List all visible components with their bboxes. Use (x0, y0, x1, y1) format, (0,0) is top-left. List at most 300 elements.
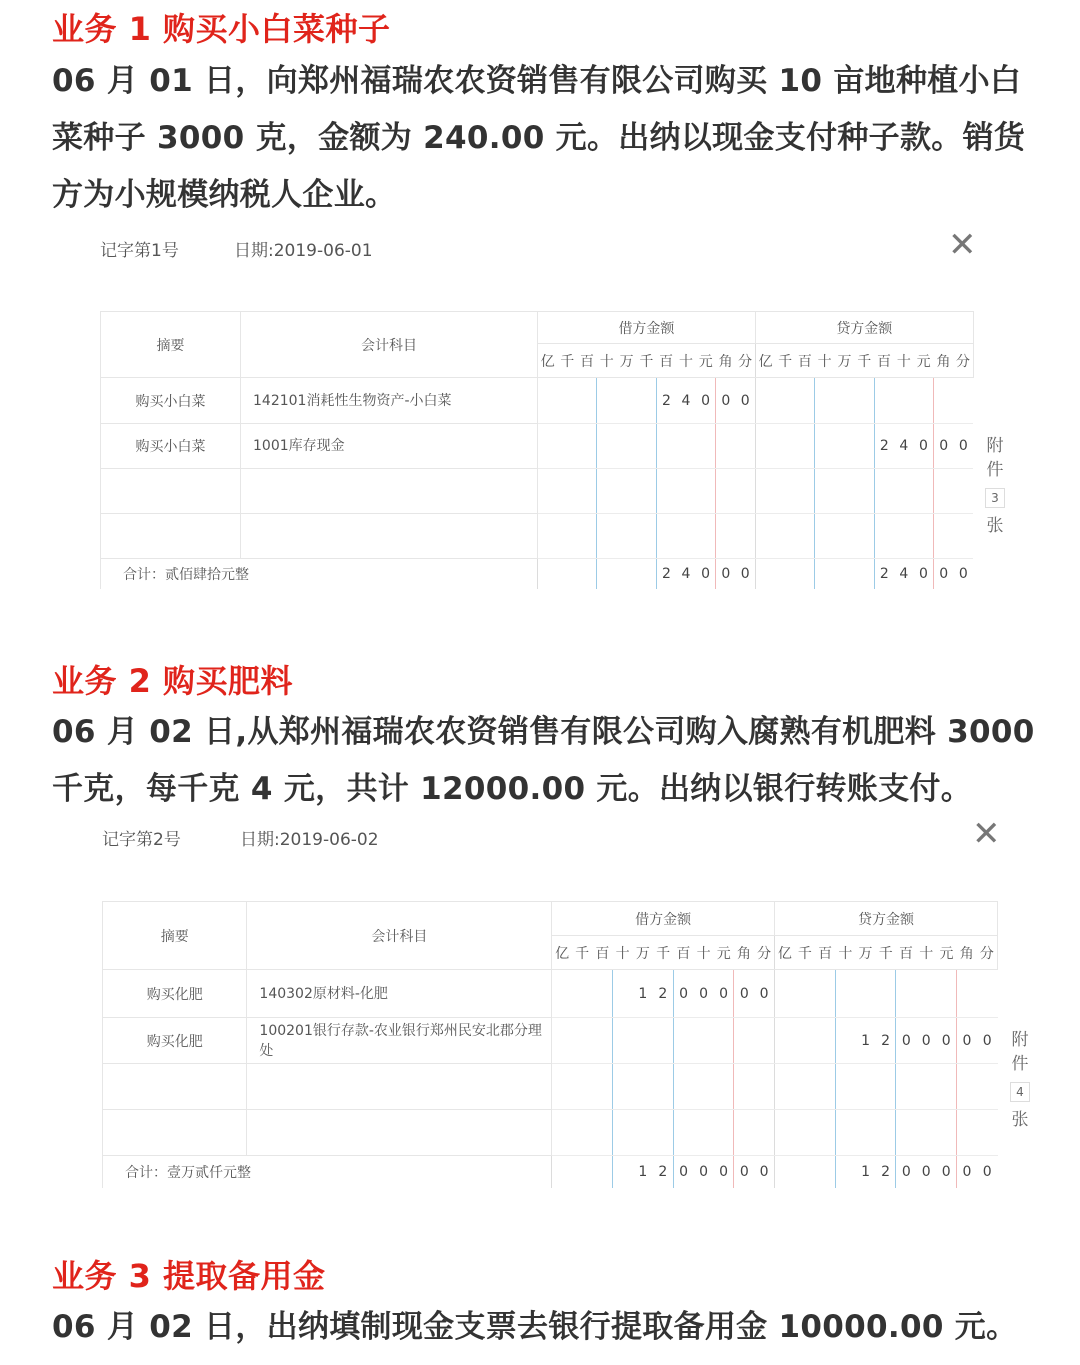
credit-digit: 0 (896, 1018, 916, 1064)
credit-digit (876, 970, 896, 1018)
total-debit-digit (617, 559, 637, 589)
debit-digit (572, 970, 592, 1018)
debit-digit (597, 378, 617, 424)
unit-header: 十 (815, 344, 835, 378)
debit-digit (734, 1018, 754, 1064)
credit-digit: 0 (936, 1018, 956, 1064)
unit-header: 千 (854, 344, 874, 378)
credit-digit (936, 970, 956, 1018)
voucher-entry-row[interactable] (103, 1110, 998, 1156)
credit-digit (815, 970, 835, 1018)
total-credit-digit: 4 (899, 565, 909, 582)
debit-digit (613, 1018, 633, 1064)
unit-header: 分 (735, 344, 755, 378)
debit-digit (656, 424, 676, 469)
debit-digit (734, 1064, 754, 1110)
credit-digit (953, 469, 973, 514)
voucher-total-label: 合计：贰佰肆拾元整 (101, 559, 538, 589)
unit-header: 亿 (775, 936, 795, 970)
debit-digit: 4 (676, 378, 696, 424)
total-credit-digit (795, 559, 815, 589)
credit-digit (953, 378, 973, 424)
unit-header: 十 (894, 344, 914, 378)
credit-digit (835, 514, 855, 559)
debit-digit (572, 1018, 592, 1064)
credit-digit (815, 1064, 835, 1110)
debit-digit (633, 1110, 653, 1156)
debit-digit (613, 970, 633, 1018)
debit-digit (597, 514, 617, 559)
total-debit-digit: 2 (656, 559, 676, 589)
total-credit-digit: 2 (874, 559, 894, 589)
credit-digit (835, 1018, 855, 1064)
unit-header: 千 (775, 344, 795, 378)
voucher-entry-row[interactable] (103, 1018, 998, 1064)
debit-digit (592, 1064, 612, 1110)
credit-digit (957, 1110, 977, 1156)
debit-digit (592, 1018, 612, 1064)
total-debit-digit (597, 559, 617, 589)
unit-header: 元 (696, 344, 716, 378)
credit-digit: 0 (977, 1018, 998, 1064)
debit-digit (636, 378, 656, 424)
total-debit-digit: 0 (740, 565, 750, 582)
credit-digit: 4 (894, 424, 914, 469)
debit-digit: 2 (656, 378, 676, 424)
credit-digit (854, 514, 874, 559)
total-credit-digit (835, 559, 855, 589)
credit-digit (795, 970, 815, 1018)
entry-summary[interactable] (101, 514, 241, 559)
credit-digit (835, 1064, 855, 1110)
debit-digit (754, 1064, 774, 1110)
debit-digit (577, 424, 597, 469)
credit-digit (755, 469, 775, 514)
total-debit-digit: 1 (638, 1163, 648, 1180)
voucher-date: 日期:2019-06-01 (234, 241, 373, 261)
unit-header: 百 (656, 344, 676, 378)
debit-digit: 0 (734, 970, 754, 1018)
debit-digit (592, 970, 612, 1018)
credit-digit (795, 514, 815, 559)
credit-digit: 0 (957, 1018, 977, 1064)
entry-account[interactable] (247, 1064, 552, 1110)
credit-digit (815, 469, 835, 514)
credit-digit (854, 378, 874, 424)
description-line: 06 月 01 日，向郑州福瑞农农资销售有限公司购买 10 亩地种植小白 (52, 63, 1022, 99)
entry-summary[interactable] (103, 1064, 247, 1110)
credit-digit (896, 1064, 916, 1110)
debit-digit (676, 469, 696, 514)
unit-header: 角 (934, 344, 954, 378)
column-account-header: 会计科目 (247, 902, 552, 970)
credit-digit (977, 1110, 998, 1156)
debit-digit (572, 1064, 592, 1110)
debit-digit (613, 1110, 633, 1156)
unit-header: 元 (914, 344, 934, 378)
description-line: 06 月 02 日，出纳填制现金支票去银行提取备用金 10000.00 元。 (52, 1309, 1018, 1345)
business-3-heading: 业务 3 提取备用金 (52, 1257, 326, 1295)
credit-digit (775, 970, 795, 1018)
credit-digit (894, 378, 914, 424)
debit-digit (552, 1064, 572, 1110)
unit-header: 万 (633, 936, 653, 970)
credit-amount-header: 贷方金额 (755, 312, 973, 344)
credit-digit (815, 424, 835, 469)
debit-digit: 2 (653, 970, 673, 1018)
close-icon[interactable]: ✕ (972, 814, 1001, 854)
debit-digit (676, 514, 696, 559)
entry-account[interactable]: 100201银行存款-农业银行郑州民安北郡分理处 (247, 1018, 552, 1064)
entry-account[interactable] (241, 514, 538, 559)
total-credit-digit: 0 (934, 559, 954, 589)
entry-account[interactable] (247, 1110, 552, 1156)
credit-digit (896, 970, 916, 1018)
debit-digit (577, 514, 597, 559)
unit-header: 百 (874, 344, 894, 378)
total-credit-digit (755, 559, 775, 589)
unit-header: 十 (835, 936, 855, 970)
total-credit-digit (775, 1156, 795, 1188)
credit-digit (876, 1110, 896, 1156)
total-debit-digit: 0 (759, 1163, 769, 1180)
debit-digit (617, 469, 637, 514)
voucher-entry-row[interactable] (103, 970, 998, 1018)
business-1-description (52, 53, 1042, 224)
credit-amount-header: 贷方金额 (775, 902, 998, 936)
total-debit-digit: 0 (699, 1163, 709, 1180)
attachment-count-input[interactable]: 4 (1010, 1082, 1030, 1102)
debit-digit (673, 1064, 693, 1110)
debit-digit: 0 (696, 378, 716, 424)
credit-digit (775, 514, 795, 559)
credit-digit (835, 970, 855, 1018)
unit-header: 十 (597, 344, 617, 378)
debit-digit (557, 469, 577, 514)
unit-header: 千 (572, 936, 592, 970)
unit-header: 万 (835, 344, 855, 378)
debit-amount-header: 借方金额 (538, 312, 756, 344)
total-credit-digit (795, 1156, 815, 1188)
attachment-label: 附 (986, 436, 1004, 456)
credit-digit (795, 1110, 815, 1156)
column-summary-header: 摘要 (101, 312, 241, 378)
credit-digit (936, 1110, 956, 1156)
debit-digit (592, 1110, 612, 1156)
entry-summary[interactable]: 购买小白菜 (101, 378, 241, 424)
credit-digit (835, 424, 855, 469)
debit-digit (693, 1018, 713, 1064)
total-credit-digit (835, 1156, 855, 1188)
total-debit-digit: 0 (719, 1163, 729, 1180)
credit-digit (934, 514, 954, 559)
total-debit-digit (636, 559, 656, 589)
debit-digit (577, 469, 597, 514)
total-debit-digit (538, 559, 558, 589)
debit-digit (577, 378, 597, 424)
total-debit-digit (577, 559, 597, 589)
debit-digit (653, 1018, 673, 1064)
unit-header: 分 (754, 936, 774, 970)
attachment-label: 张 (1011, 1110, 1029, 1130)
description-line: 菜种子 3000 克，金额为 240.00 元。出纳以现金支付种子款。销货 (52, 120, 1026, 156)
total-credit-digit: 0 (957, 1156, 977, 1188)
debit-digit (597, 469, 617, 514)
total-credit-digit (854, 559, 874, 589)
total-debit-digit: 2 (658, 1163, 668, 1180)
credit-digit (916, 1110, 936, 1156)
debit-digit (636, 514, 656, 559)
debit-digit (538, 469, 558, 514)
total-debit-digit: 0 (673, 1156, 693, 1188)
description-line: 千克，每千克 4 元，共计 12000.00 元。出纳以银行转账支付。 (52, 771, 973, 807)
credit-digit (795, 378, 815, 424)
credit-digit (775, 378, 795, 424)
credit-digit (854, 424, 874, 469)
voucher-table (100, 311, 974, 589)
debit-digit (597, 424, 617, 469)
unit-header: 千 (636, 344, 656, 378)
debit-digit (735, 514, 755, 559)
credit-digit (914, 514, 934, 559)
debit-digit (653, 1110, 673, 1156)
credit-digit: 2 (876, 1018, 896, 1064)
unit-header: 百 (795, 344, 815, 378)
entry-account[interactable]: 140302原材料-化肥 (247, 970, 552, 1018)
attachment-label: 件 (986, 460, 1004, 480)
business-1-heading: 业务 1 购买小白菜种子 (52, 10, 391, 48)
description-line: 方为小规模纳税人企业。 (52, 177, 397, 213)
description-line: 06 月 02 日,从郑州福瑞农农资销售有限公司购入腐熟有机肥料 3000 (52, 714, 1035, 750)
debit-digit (617, 378, 637, 424)
credit-digit (855, 1064, 875, 1110)
unit-header: 十 (613, 936, 633, 970)
credit-digit (914, 469, 934, 514)
unit-header: 千 (795, 936, 815, 970)
total-debit-digit: 0 (734, 1156, 754, 1188)
total-debit-digit (572, 1156, 592, 1188)
total-credit-digit: 0 (918, 565, 928, 582)
total-credit-digit (775, 559, 795, 589)
debit-digit (633, 1064, 653, 1110)
debit-digit (538, 514, 558, 559)
voucher-total-label: 合计：壹万贰仟元整 (103, 1156, 552, 1188)
credit-digit (876, 1064, 896, 1110)
credit-digit (936, 1064, 956, 1110)
debit-digit (617, 514, 637, 559)
credit-digit (775, 1018, 795, 1064)
unit-header: 百 (896, 936, 916, 970)
unit-header: 亿 (538, 344, 558, 378)
total-debit-digit: 0 (701, 565, 710, 582)
credit-digit (977, 1064, 998, 1110)
debit-digit (538, 378, 558, 424)
attachment-count-input[interactable]: 3 (985, 488, 1005, 508)
unit-header: 千 (653, 936, 673, 970)
entry-summary[interactable]: 购买小白菜 (101, 424, 241, 469)
debit-digit (696, 424, 716, 469)
unit-header: 千 (557, 344, 577, 378)
entry-account[interactable]: 142101消耗性生物资产-小白菜 (241, 378, 538, 424)
debit-digit (716, 514, 736, 559)
debit-digit (714, 1064, 734, 1110)
debit-digit (696, 469, 716, 514)
credit-digit (894, 514, 914, 559)
credit-digit (795, 1018, 815, 1064)
credit-digit (855, 970, 875, 1018)
credit-digit (896, 1110, 916, 1156)
debit-digit (696, 514, 716, 559)
debit-digit: 0 (754, 970, 774, 1018)
unit-header: 百 (815, 936, 835, 970)
unit-header: 角 (957, 936, 977, 970)
unit-header: 十 (693, 936, 713, 970)
debit-digit (676, 424, 696, 469)
total-credit-digit: 0 (941, 1163, 951, 1180)
voucher-date: 日期:2019-06-02 (240, 830, 379, 850)
business-3-description (52, 1299, 1042, 1356)
attachment-count (985, 434, 1005, 538)
credit-digit (775, 1110, 795, 1156)
debit-digit (673, 1018, 693, 1064)
attachment-label: 张 (986, 516, 1004, 536)
voucher-entry-row[interactable] (101, 469, 974, 514)
credit-digit (854, 469, 874, 514)
debit-digit (552, 1018, 572, 1064)
entry-account[interactable]: 1001库存现金 (241, 424, 538, 469)
unit-header: 千 (876, 936, 896, 970)
debit-digit (617, 424, 637, 469)
debit-amount-header: 借方金额 (552, 902, 775, 936)
credit-digit: 0 (916, 1018, 936, 1064)
voucher-entry-row[interactable] (101, 378, 974, 424)
credit-digit (775, 1064, 795, 1110)
credit-digit (835, 378, 855, 424)
debit-digit: 0 (735, 378, 755, 424)
debit-digit (552, 970, 572, 1018)
total-credit-digit: 0 (982, 1163, 992, 1180)
credit-digit: 1 (855, 1018, 875, 1064)
credit-digit (795, 469, 815, 514)
credit-digit (755, 514, 775, 559)
credit-digit (855, 1110, 875, 1156)
debit-digit: 0 (673, 970, 693, 1018)
credit-digit (894, 469, 914, 514)
close-icon[interactable]: ✕ (948, 225, 977, 265)
total-credit-digit: 0 (896, 1156, 916, 1188)
unit-header: 万 (855, 936, 875, 970)
entry-account[interactable] (241, 469, 538, 514)
entry-summary[interactable] (101, 469, 241, 514)
debit-digit (613, 1064, 633, 1110)
debit-digit (716, 424, 736, 469)
credit-digit (835, 1110, 855, 1156)
debit-digit (557, 378, 577, 424)
credit-digit (874, 469, 894, 514)
attachment-label: 件 (1011, 1054, 1029, 1074)
debit-digit (572, 1110, 592, 1156)
credit-digit (815, 1110, 835, 1156)
column-account-header: 会计科目 (241, 312, 538, 378)
voucher-entry-row[interactable] (103, 1064, 998, 1110)
credit-digit (795, 1064, 815, 1110)
credit-digit (953, 514, 973, 559)
total-credit-digit: 0 (921, 1163, 931, 1180)
debit-digit (636, 469, 656, 514)
unit-header: 角 (734, 936, 754, 970)
unit-header: 百 (577, 344, 597, 378)
unit-header: 百 (592, 936, 612, 970)
voucher-entry-row[interactable] (101, 514, 974, 559)
credit-digit (815, 514, 835, 559)
credit-digit (775, 424, 795, 469)
debit-digit (656, 514, 676, 559)
credit-digit (815, 378, 835, 424)
voucher-entry-row[interactable] (101, 424, 974, 469)
business-2-heading: 业务 2 购买肥料 (52, 662, 294, 700)
total-debit-digit (557, 559, 577, 589)
unit-header: 分 (977, 936, 998, 970)
credit-digit (874, 514, 894, 559)
unit-header: 元 (714, 936, 734, 970)
credit-digit (815, 1018, 835, 1064)
credit-digit (835, 469, 855, 514)
credit-digit: 0 (914, 424, 934, 469)
debit-digit (552, 1110, 572, 1156)
credit-digit: 0 (953, 424, 973, 469)
attachment-label: 附 (1011, 1030, 1029, 1050)
unit-header: 亿 (552, 936, 572, 970)
entry-summary[interactable] (103, 1110, 247, 1156)
debit-digit (735, 469, 755, 514)
column-summary-header: 摘要 (103, 902, 247, 970)
debit-digit (673, 1110, 693, 1156)
debit-digit: 0 (714, 970, 734, 1018)
credit-digit: 0 (934, 424, 954, 469)
credit-digit (795, 424, 815, 469)
total-credit-digit: 0 (958, 565, 968, 582)
credit-digit (957, 970, 977, 1018)
credit-digit (957, 1064, 977, 1110)
credit-digit (874, 378, 894, 424)
debit-digit (653, 1064, 673, 1110)
total-debit-digit: 4 (681, 565, 691, 582)
debit-digit (656, 469, 676, 514)
voucher-number: 记字第1号 (100, 241, 179, 261)
entry-summary[interactable]: 购买化肥 (103, 1018, 247, 1064)
debit-digit (636, 424, 656, 469)
debit-digit (693, 1064, 713, 1110)
debit-digit: 0 (693, 970, 713, 1018)
unit-header: 十 (916, 936, 936, 970)
debit-digit (716, 469, 736, 514)
credit-digit: 2 (874, 424, 894, 469)
voucher-table (102, 901, 998, 1188)
business-2-description (52, 704, 1042, 818)
debit-digit (693, 1110, 713, 1156)
debit-digit (557, 514, 577, 559)
unit-header: 元 (936, 936, 956, 970)
debit-digit (754, 1110, 774, 1156)
voucher-number: 记字第2号 (102, 830, 181, 850)
unit-header: 分 (953, 344, 973, 378)
credit-digit (934, 378, 954, 424)
credit-digit (977, 970, 998, 1018)
credit-digit (755, 424, 775, 469)
total-credit-digit (815, 559, 835, 589)
debit-digit: 0 (716, 378, 736, 424)
entry-summary[interactable]: 购买化肥 (103, 970, 247, 1018)
